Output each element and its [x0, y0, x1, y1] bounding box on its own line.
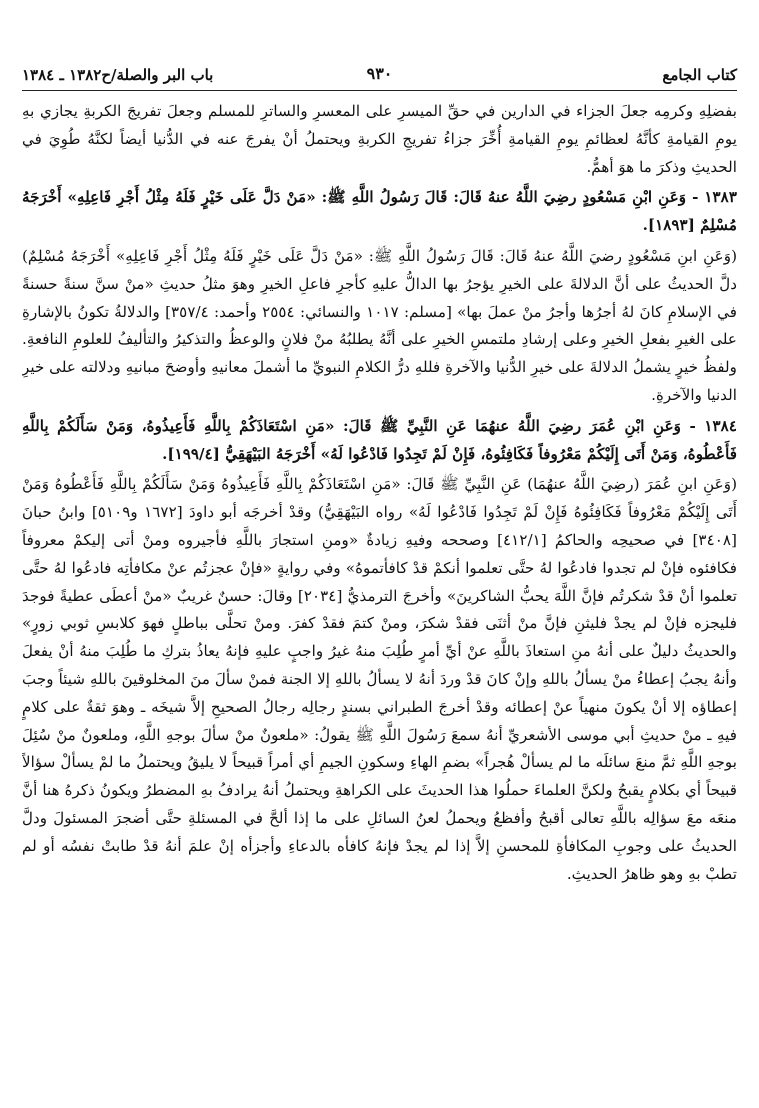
commentary-paragraph: (وَعَنِ ابنِ عُمَرَ (رضِيَ اللَّهُ عنهُمَا) عَنِ النَّبِيِّ ﷺ قَالَ: «مَنِ اسْتَعَاذَكُمْ بِاللَّهِ فَأَعِيذُوهُ وَمَنْ سَأَلَكُمْ بِاللَّهِ فَأَعْطُوهُ وَمَنْ أَتَى إِلَيْكُمْ مَعْرُوفاً فَكَافِئُوهُ فَإِنْ لَمْ تَجِدُوا فَادْعُوا لَهُ» رواه البَيْهَقِيُّ) وقدْ أخرجَه أبو داودَ [١٦٧٢ و٥١٠٩] وابنُ حبانَ [٣٤٠٨] في صحيحِه والحاكمُ [٤١٢/١] وصححه وفيهِ زيادةٌ «ومنِ استجارَ باللَّهِ فأجيروه ومنْ أتى إليكمْ معروفاً فكافئوه فإنْ لم تجدوا فادعُوا لهُ حتَّى تعلموا أنكمْ قدْ كافأتموهُ» وفي روايةٍ «فإنْ عجزتُم عنْ مكافأتِه فادعُوا لهُ حتَّى تعلموا أنْ قدْ شكرتُم فإنَّ اللَّهَ يحبُّ الشاكرينَ» وأخرجَ الترمذيُّ [٢٠٣٤] وقالَ: حسنٌ غريبٌ «منْ أعطَى عطيةً فوجدَ فليجزه فإنْ لم يجدْ فليثنِ فإنَّ منْ أثنَى فقدْ شكرَ، ومنْ كتمَ فقدْ كفرَ. ومنْ تحلَّى بباطلٍ فهوَ كلابسِ ثوبي زورٍ» والحديثُ دليلٌ على أنهُ منِ استعاذَ باللَّهِ عنْ أيِّ أمرٍ طُلِبَ منهُ غيرُ واجبٍ عليهِ فإنهُ يعاذُ بتركِ ما طُلِبَ منهُ أنْ يفعلَ وأنهُ يجبُ إعطاءُ منْ يسألُ باللهِ وإنْ كانَ قدْ وردَ أنهُ لا يسألُ باللهِ إلا الجنة فمنْ سألَ منَ المخلوقينَ باللهِ شيئاً وجبَ إعطاؤه إلا أنْ يكونَ منهياً عنْ إعطائه وقدْ أخرجَ الطبراني بسندٍ رجالِه رجالُ الصحيحِ إلاَّ شيخَه ـ وهوَ ثقةٌ على كلامٍ فيهِ ـ منْ حديثِ أبي موسى الأشعريِّ أنهُ سمعَ رَسُولَ اللَّهِ ﷺ يقولُ: «ملعونٌ منْ سألَ بوجهِ اللَّهِ، وملعونٌ منْ سُئِلَ بوجهِ اللَّهِ ثمَّ منعَ سائلَه ما لم يسألْ هُجراً» بضمِ الهاءِ وسكونِ الجيمِ أي أمراً قبيحاً لا يليقُ ويحتملُ ما لمْ يسألْ سؤالاً قبيحاً أي بكلامٍ يقبحُ ولكنَّ العلماءَ حملُوا هذا الحديثَ على الكراهةِ ويحتملُ أنهُ يرادفُ بهِ المضطرُ ويكونُ ذكرهُ هنا أنَّ منعَه معَ سؤالِه باللَّهِ تعالى أقبحُ وأفظعُ ويحملُ لعنُ السائلِ على ما إذا ألحَّ في المسئلةِ حتَّى أضجرَ المسئولَ ودلَّ الحديثُ على وجوبِ المكافأةِ للمحسنِ إلاَّ إذا لم يجدْ فإنهُ كافأه بالدعاءِ وأجزأه إنْ علمَ أنهُ قدْ طابتْ نفسُه أو لم تطبْ بهِ وهو ظاهرُ الحديثِ. [22, 475, 737, 883]
hadith-paragraph: ١٣٨٤ - وَعَنِ ابْنِ عُمَرَ رضِيَ اللَّهُ عنهُمَا عَنِ النَّبِيِّ ﷺ قَالَ: «مَنِ اسْتَعَاذَكُمْ بِاللَّهِ فَأَعِيذُوهُ، وَمَنْ سَأَلَكُمْ بِاللَّهِ فَأَعْطُوهُ، وَمَنْ أَتَى إِلَيْكُمْ مَعْرُوفاً فَكَافِئُوهُ، فَإِنْ لَمْ تَجِدُوا فَادْعُوا لَهُ» أَخْرَجَهُ البَيْهَقِيُّ [١٩٩/٤]. [22, 416, 737, 463]
page-body [22, 98, 737, 1094]
page-header [22, 60, 737, 91]
hadith-paragraph: ١٣٨٣ - وَعَنِ ابْنِ مَسْعُودٍ رضِيَ اللَّهُ عنهُ قَالَ: قَالَ رَسُولُ اللَّهِ ﷺ: «مَنْ دَلَّ عَلَى خَيْرٍ فَلَهُ مِثْلُ أَجْرِ فَاعِلِهِ» أَخْرَجَهُ مُسْلِمٌ [١٨٩٣]. [22, 188, 737, 235]
page-number: ٩٣٠ [366, 64, 393, 83]
book-title: كتاب الجامع [662, 66, 737, 84]
commentary-paragraph: بفضلِهِ وكرمِه جعلَ الجزاء في الدارين في حقِّ الميسرِ على المعسرِ والساترِ للمسلم وجعلَ تفريجَ الكربةِ يجازي بهِ يومِ القيامةِ كأنَّهُ لعظائمِ يومِ القيامةِ أُخِّرَ جزاءُ تفريجِ الكربةِ ويحتملُ أنْ يفرجَ عنه في الدُّنيا أيضاً لكنَّهُ طُوِيَ في الحديثِ وذكرَ ما هوَ أهمُّ. [22, 102, 737, 176]
commentary-paragraph: (وَعَنِ ابنِ مَسْعُودٍ رضيَ اللَّهُ عنهُ قَالَ: قَالَ رَسُولُ اللَّهِ ﷺ: «مَنْ دَلَّ عَلَى خَيْرٍ فَلَهُ مِثْلُ أَجْرِ فَاعِلِهِ» أَخْرَجَهُ مُسْلِمٌ) دلَّ الحديثُ على أنَّ الدلالةَ على الخيرِ يؤجرُ بها الدالُّ عليهِ كأجرِ فاعلِ الخيرِ وهوَ مثلُ حديثِ «منْ سنَّ سنةً حسنةً في الإسلامِ كانَ لهُ أجرُها وأجرُ منْ عملَ بها» [مسلم: ١٠١٧ والنسائي: ٢٥٥٤ وأحمد: ٣٥٧/٤] والدلالةُ تكونُ بالإشارةِ على الغيرِ بفعلِ الخيرِ وعلى إرشادِ ملتمسِ الخيرِ على أنَّهُ يطلبُهُ منْ فلانٍ والوعظُ والتذكيرُ والتأليفُ للعلومِ النافعةِ. ولفظُ خيرٍ يشملُ الدلالةَ على خيرِ الدُّنيا والآخرةِ فللهِ درُّ الكلامِ النبويِّ ما أشملَ معانيهِ وأوضحَ مبانيهِ ودلالته على خيرِ الدنيا والآخرةِ. [22, 246, 737, 404]
chapter-title: باب البر والصلة/ح١٣٨٢ ـ ١٣٨٤ [22, 66, 214, 84]
